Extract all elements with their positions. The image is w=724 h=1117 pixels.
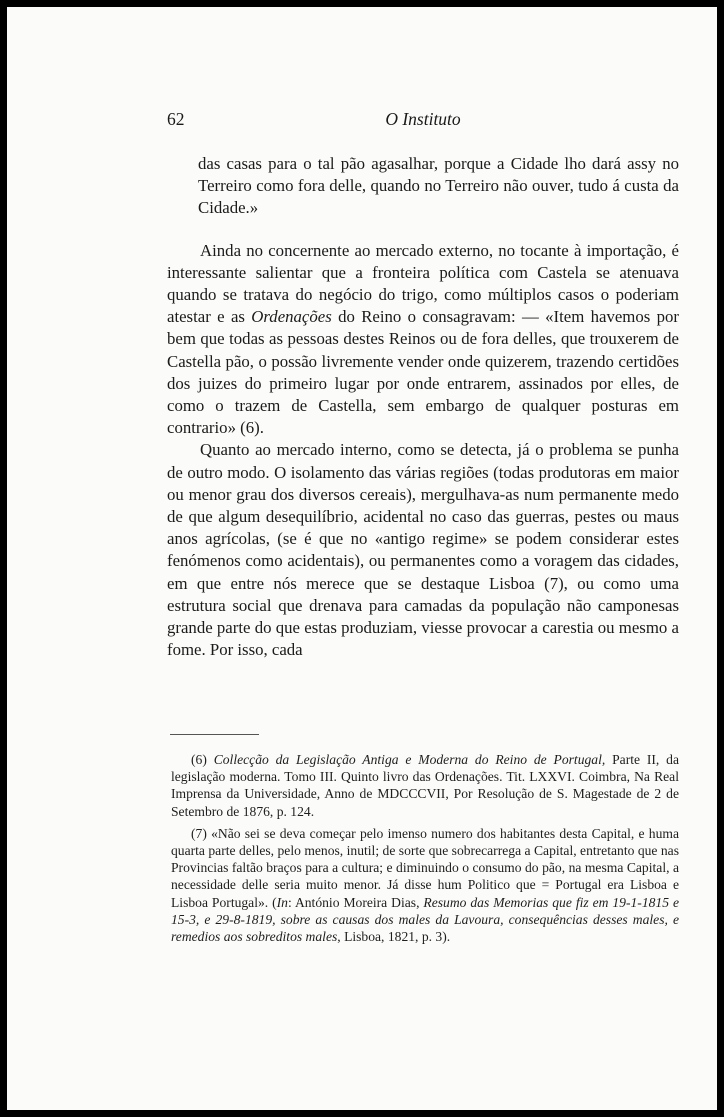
footnote-6 <box>171 751 679 820</box>
footnote-in: In <box>276 894 288 910</box>
paragraph-external-market <box>167 240 679 440</box>
footnote-author: : António Moreira Dias, <box>287 894 424 910</box>
footnote-7 <box>171 825 679 945</box>
quotation-continuation: das casas para o tal pão agasalhar, porque a Cidade lho dará assy no Terreiro como fora delle, quando no Terreiro não ouver, tudo á custa da Cidade.» <box>198 154 679 218</box>
footnote-title: Collecção da Legislação Antiga e Moderna do Reino de Portugal, <box>213 752 606 767</box>
footnote-text: , Lisboa, 1821, p. 3). <box>337 929 451 945</box>
body-text <box>167 153 679 661</box>
ordenacoes-title: Ordenações <box>251 307 332 327</box>
book-page <box>7 7 717 1110</box>
paragraph-internal-market: Quanto ao mercado interno, como se detecta, já o problema se punha de outro modo. O isolamento das várias regiões (todas produtoras em maior ou menor grau dos diversos cereais), mergulhava-as num permanente medo de que algum desequilíbrio, acidental no caso das guerras, pestes ou maus anos agrícolas, (se é que no «antigo regime» se podem considerar estes fenómenos como acidentais), ou permanentes como a voragem das cidades, em que entre nós merece que se destaque Lisboa (7), ou como uma estrutura social que drenava para camadas da população não camponesas grande parte do que estas produziam, viesse provocar a carestia ou mesmo a fome. Por isso, cada <box>167 440 679 660</box>
paragraph-text: Ainda no concernente ao mercado externo, no tocante à importação, é interessante salientar que a fronteira política com Castela se atenuava quando se tratava do negócio do trigo, como múltiplos casos o poderiam atestar e as <box>167 240 679 327</box>
page-number: 62 <box>167 109 185 129</box>
paragraph-text: do Reino o consagravam: — «Item havemos por bem que todas as pessoas destes Reinos ou de fora delles, que trouxerem de Castella pão, o possão livremente vender onde quizerem, trazendo certidões dos juizes do primeiro lugar por onde entrarem, assinados por elles, de como o trazem de Castella, sem embargo de qualquer posturas em contrario» (6). <box>167 307 679 438</box>
footnote-text: (7) «Não sei se deva começar pelo imenso numero dos habitantes desta Capital, e huma quarta parte delles, pelo menos, inutil; de sorte que sobrecarrega a Capital, entretanto que nas Provincias faltão braços para a cultura; e diminuindo o consumo do pão, na mesma Capital, a necessidade delle seria muito menor. Já disse hum Politico que = Portugal era Lisboa e Lisboa Portugal». ( <box>171 825 679 910</box>
footnote-text: Parte II, da legislação moderna. Tomo III. Quinto livro das Ordenações. Tit. LXXVI. Coimbra, Na Real Imprensa da Universidade, Anno de MDCCCVII, Por Resolução de S. Magestade de 2 de Setembro de 1876, p. 124. <box>171 752 679 819</box>
footnote-title: Resumo das Memorias que fiz em 19-1-1815 e 15-3, e 29-8-1819, sobre as causas dos males da Lavoura, consequências desses males, e remedios aos sobreditos males <box>171 894 679 945</box>
running-head <box>167 109 679 135</box>
footnote-separator <box>170 734 259 735</box>
footnotes <box>171 751 679 950</box>
journal-title: O Instituto <box>385 109 461 129</box>
footnote-marker: (6) <box>191 752 214 767</box>
